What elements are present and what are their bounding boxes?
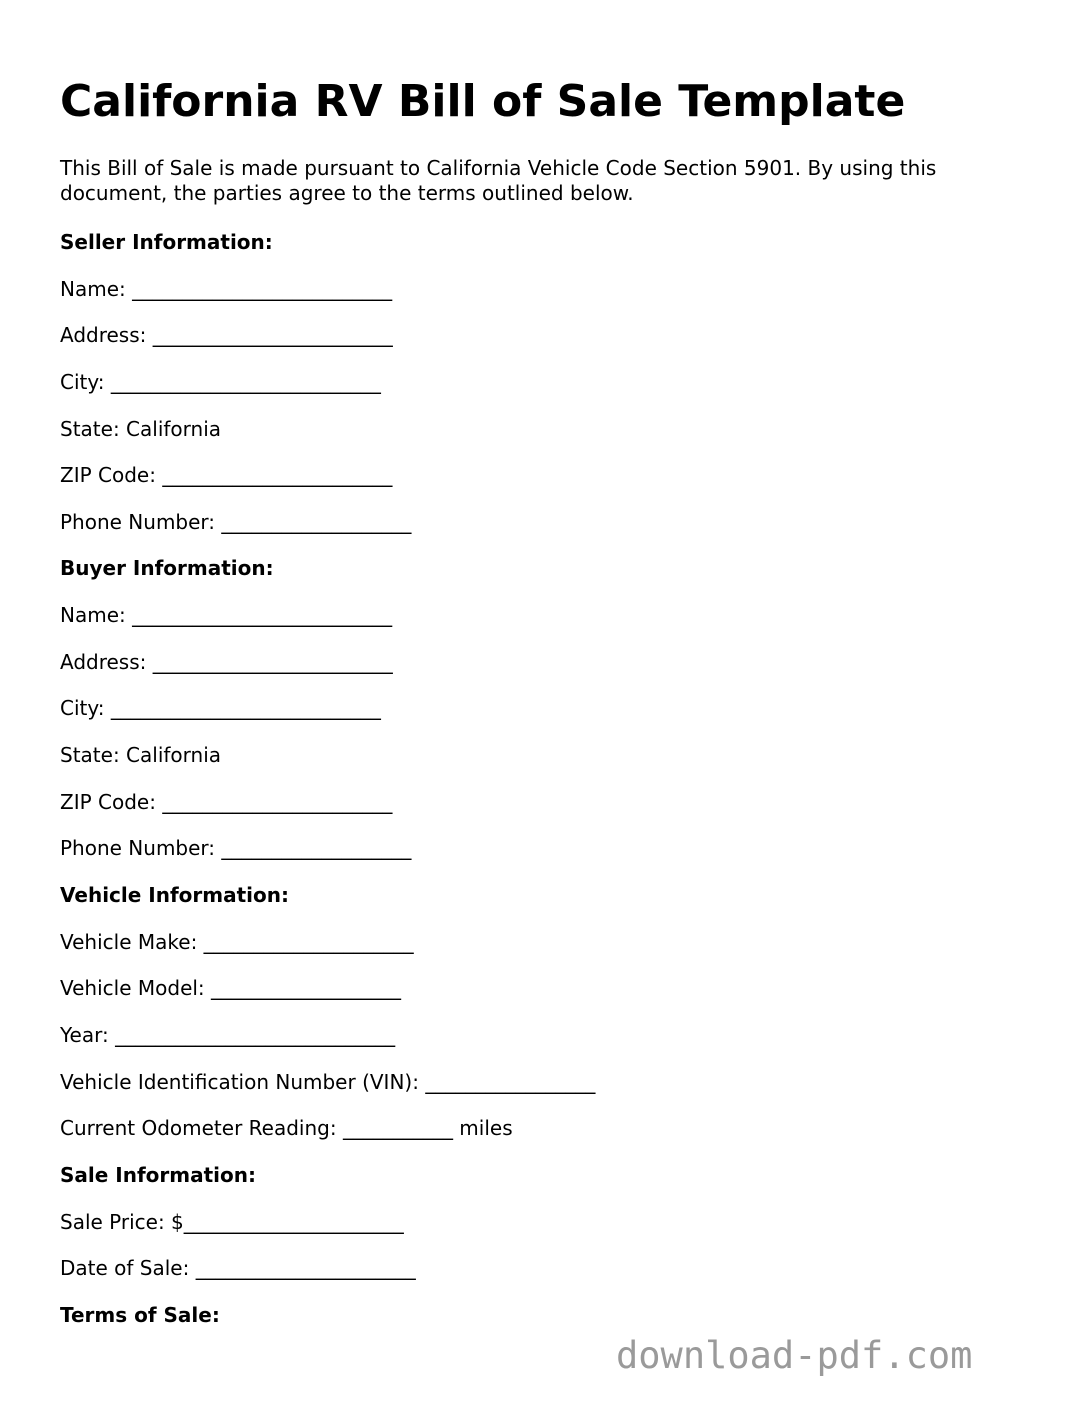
seller-heading: Seller Information:: [60, 230, 273, 254]
sale-price-field: Sale Price: $______________________: [60, 1210, 404, 1234]
seller-state-field: State: California: [60, 417, 222, 441]
vehicle-model-field: Vehicle Model: ___________________: [60, 976, 402, 1000]
seller-zip-field: ZIP Code: _______________________: [60, 463, 393, 487]
vehicle-odometer-field: Current Odometer Reading: ___________ miles: [60, 1116, 513, 1140]
buyer-city-field: City: ___________________________: [60, 696, 381, 720]
seller-name-field: Name: __________________________: [60, 277, 393, 301]
seller-city-field: City: ___________________________: [60, 370, 381, 394]
sale-date-field: Date of Sale: ______________________: [60, 1256, 416, 1280]
buyer-heading: Buyer Information:: [60, 556, 274, 580]
watermark-text: download-pdf.com: [616, 1334, 973, 1377]
vehicle-year-field: Year: ____________________________: [60, 1023, 396, 1047]
vehicle-heading: Vehicle Information:: [60, 883, 289, 907]
seller-phone-field: Phone Number: ___________________: [60, 510, 412, 534]
sale-heading: Sale Information:: [60, 1163, 256, 1187]
buyer-zip-field: ZIP Code: _______________________: [60, 790, 393, 814]
buyer-name-field: Name: __________________________: [60, 603, 393, 627]
seller-address-field: Address: ________________________: [60, 323, 393, 347]
intro-paragraph: This Bill of Sale is made pursuant to California Vehicle Code Section 5901. By using this document, the parties agree to the terms outlined below.: [60, 156, 937, 205]
vehicle-vin-field: Vehicle Identification Number (VIN): _________________: [60, 1070, 596, 1094]
document-title: California RV Bill of Sale Template: [60, 76, 906, 127]
terms-heading: Terms of Sale:: [60, 1303, 220, 1327]
buyer-state-field: State: California: [60, 743, 222, 767]
vehicle-make-field: Vehicle Make: _____________________: [60, 930, 414, 954]
buyer-address-field: Address: ________________________: [60, 650, 393, 674]
buyer-phone-field: Phone Number: ___________________: [60, 836, 412, 860]
